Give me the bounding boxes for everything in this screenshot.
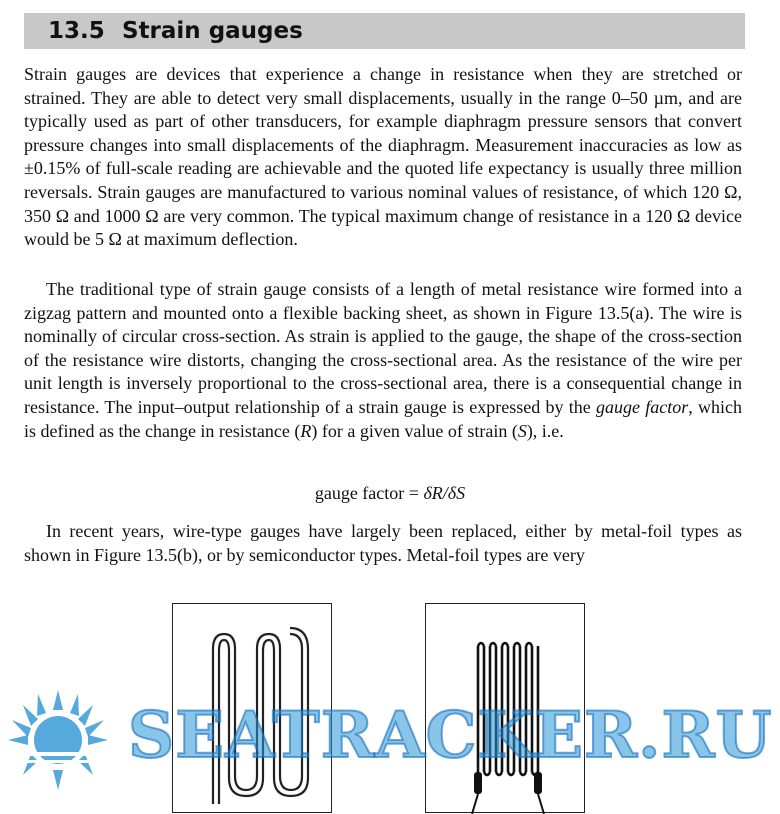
wire-gauge-illustration [173,604,333,814]
paragraph-2 [24,278,742,443]
gauge-factor-term: gauge factor [596,396,689,417]
lead-wires [472,794,544,814]
section-title: Strain gauges [122,18,303,44]
sun-icon [0,688,128,800]
watermark [0,688,780,800]
foil-terminals [474,772,542,794]
paragraph-3-text: In recent years, wire-type gauges have largely been replaced, either by metal-foil types as shown in Figure 13.5(b), or by semiconductor types. Metal-foil types are very [24,521,742,565]
paragraph-1 [24,63,742,252]
paragraph-2-part1: The traditional type of strain gauge consists of a length of metal resistance wire formed into a zigzag pattern and mounted onto a flexible backing sheet, as shown in Figure 13.5(a). The wire is nominally of circular cross-section. As strain is applied to the gauge, the shape of the cross-section of the resistance wire distorts, changing the cross-sectional area. As the resistance of the wire per unit length is inversely proportional to the cross-sectional area, there is a consequential change in resistance. The input–output relationship of a strain gauge is expressed by the [24,279,742,417]
variable-s: S [517,420,527,441]
figure-panel-b [425,603,585,813]
paragraph-2-part2: , which is defined as the change in resistance ( [24,396,742,441]
paragraph-3 [24,520,742,567]
paragraph-1-text: Strain gauges are devices that experience a change in resistance when they are stretched or strained. They are able to detect very small displacements, usually in the range 0–50 µm, and are typically used as part of other transducers, for example diaphragm pressure sensors that convert pressure changes into small displacements of the diaphragm. Measurement inaccuracies as low as ±0.15% of full-scale reading are achievable and the quoted life expectancy is usually three million reversals. Strain gauges are manufactured to various nominal values of resistance, of which 120 Ω, 350 Ω and 1000 Ω are very common. The typical maximum change of resistance in a 120 Ω device would be 5 Ω at maximum deflection. [24,64,742,250]
figure-panel-a [172,603,332,813]
section-number: 13.5 [48,18,105,44]
paragraph-2-part4: ), i.e. [526,420,564,441]
gauge-factor-formula [0,483,780,504]
formula-expression: δR/δS [423,483,466,503]
foil-gauge-illustration [426,604,586,814]
zigzag-wire [213,628,308,804]
foil-grid [478,643,538,775]
watermark-text: SEATRACKER.RU [128,698,773,773]
paragraph-2-part3: ) for a given value of strain ( [311,420,518,441]
section-header [24,13,745,49]
formula-label: gauge factor = [314,483,424,503]
variable-r: R [300,420,312,441]
paragraph-2-text [24,278,742,443]
